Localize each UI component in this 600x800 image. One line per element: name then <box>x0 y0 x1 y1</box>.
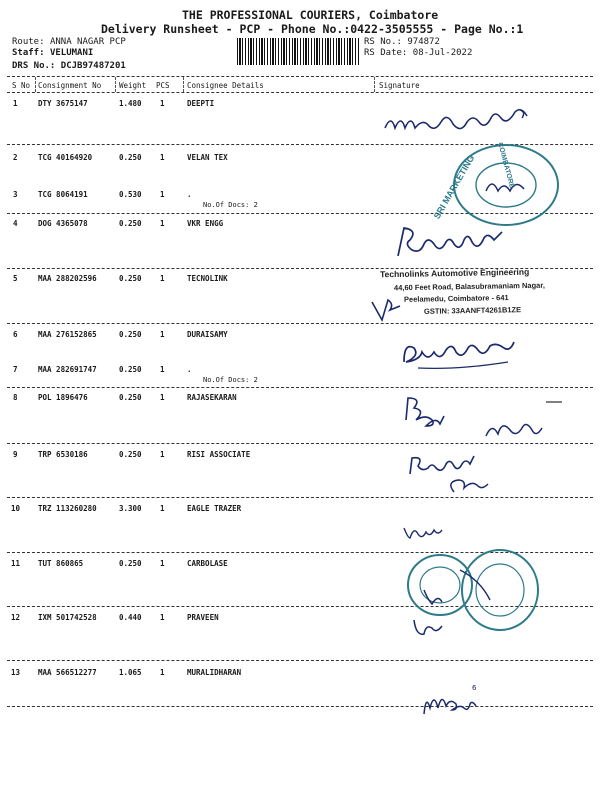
cell-consignment: DOG 4365078 <box>38 219 88 228</box>
cell-pcs: 1 <box>160 219 165 228</box>
cell-sno: 9 <box>13 450 18 459</box>
col-divider-3 <box>183 77 184 92</box>
cell-consignment: TRZ 113260280 <box>38 504 97 513</box>
cell-sno: 7 <box>13 365 18 374</box>
cell-pcs: 1 <box>160 330 165 339</box>
col-header-signature: Signature <box>379 81 420 90</box>
cell-consignee: CARBOLASE <box>187 559 228 568</box>
col-header-sno: S No <box>12 81 31 90</box>
cell-consignee: PRAVEEN <box>187 613 219 622</box>
staff-line <box>12 48 93 58</box>
cell-weight: 0.250 <box>119 559 142 568</box>
cell-sno: 2 <box>13 153 18 162</box>
technolinks-stamp-name: Technolinks Automotive Engineering <box>379 266 530 280</box>
row-separator <box>7 387 593 388</box>
cell-consignee: DURAISAMY <box>187 330 228 339</box>
cell-consignee: DEEPTI <box>187 99 215 108</box>
cell-weight: 1.065 <box>119 668 142 677</box>
signature-row-4 <box>392 222 532 262</box>
sri-marketing-stamp-city: COIMBATORE <box>496 141 516 190</box>
route-line <box>12 37 126 47</box>
cell-consignment: MAA 276152865 <box>38 330 97 339</box>
cell-consignment: TUT 860865 <box>38 559 84 568</box>
cell-consignee: . <box>187 190 192 199</box>
rs-no-label: RS No.: <box>364 37 402 47</box>
cell-consignment: TCG 40164920 <box>38 153 93 162</box>
cell-consignment: MAA 566512277 <box>38 668 97 677</box>
cell-sno: 11 <box>11 559 21 568</box>
cell-pcs: 1 <box>160 190 165 199</box>
rs-no-line <box>364 37 440 47</box>
col-header-pcs: PCS <box>156 81 170 90</box>
cell-weight: 0.250 <box>119 153 142 162</box>
col-header-consignee: Consignee Details <box>187 81 264 90</box>
cell-docs: No.Of Docs: 2 <box>203 376 258 384</box>
signature-row-8 <box>396 392 566 444</box>
cell-consignee: VELAN TEX <box>187 153 228 162</box>
cell-weight: 0.250 <box>119 274 142 283</box>
cell-consignment: DTY 3675147 <box>38 99 88 108</box>
row-separator <box>7 706 593 707</box>
cell-weight: 0.250 <box>119 330 142 339</box>
staff-label: Staff: <box>12 48 45 58</box>
cell-consignee: RAJASEKARAN <box>187 393 237 402</box>
technolinks-stamp-address1: 44,60 Feet Road, Balasubramaniam Nagar, <box>393 280 545 293</box>
cell-weight: 0.250 <box>119 365 142 374</box>
cell-sno: 12 <box>11 613 21 622</box>
drs-label: DRS No.: <box>12 61 56 71</box>
cell-consignment: TCG 8064191 <box>38 190 88 199</box>
staff-value: VELUMANI <box>49 48 94 58</box>
col-header-consignment: Consignment No <box>38 81 102 90</box>
col-divider-2 <box>115 77 116 92</box>
cell-consignment: MAA 288202596 <box>38 274 97 283</box>
cell-consignee: MURALIDHARAN <box>187 668 242 677</box>
cell-pcs: 1 <box>160 393 165 402</box>
header-bottom-rule <box>7 92 593 93</box>
cell-weight: 1.480 <box>119 99 142 108</box>
cell-weight: 0.530 <box>119 190 142 199</box>
col-divider-4 <box>374 77 375 92</box>
cell-weight: 0.250 <box>119 219 142 228</box>
cell-sno: 6 <box>13 330 18 339</box>
cell-consignee: RISI ASSOCIATE <box>187 450 251 459</box>
cell-consignee: VKR ENGG <box>187 219 224 228</box>
row-separator <box>7 660 593 661</box>
cell-weight: 0.250 <box>119 393 142 402</box>
col-header-weight: Weight <box>119 81 147 90</box>
cell-pcs: 1 <box>160 613 165 622</box>
cell-docs: No.Of Docs: 2 <box>203 201 258 209</box>
cell-pcs: 1 <box>160 559 165 568</box>
cell-weight: 0.250 <box>119 450 142 459</box>
cell-sno: 1 <box>13 99 18 108</box>
rs-no-value: 974872 <box>407 37 440 47</box>
route-label: Route: <box>12 37 45 47</box>
cell-sno: 4 <box>13 219 18 228</box>
drs-value: DCJB97487201 <box>60 61 126 71</box>
rs-date-line <box>364 48 472 58</box>
cell-sno: 13 <box>11 668 21 677</box>
cell-sno: 8 <box>13 393 18 402</box>
cell-sno: 5 <box>13 274 18 283</box>
cell-weight: 0.440 <box>119 613 142 622</box>
cell-pcs: 1 <box>160 450 165 459</box>
sri-marketing-stamp-text: SRI MARKETING <box>431 153 477 221</box>
cell-consignment: POL 1896476 <box>38 393 88 402</box>
cell-pcs: 1 <box>160 504 165 513</box>
cell-pcs: 1 <box>160 274 165 283</box>
cell-pcs: 1 <box>160 668 165 677</box>
cell-consignment: TRP 6530186 <box>38 450 88 459</box>
cell-consignee: TECNOLINK <box>187 274 228 283</box>
technolinks-stamp-gstin: GSTIN: 33AANFT4261B1ZE <box>423 305 522 316</box>
document-subtitle: Delivery Runsheet - PCP - Phone No.:0422-3505555 - Page No.:1 <box>101 22 524 36</box>
signature-row-13 <box>420 682 490 722</box>
signature-row-6 <box>398 334 538 374</box>
cell-pcs: 1 <box>160 153 165 162</box>
cell-sno: 3 <box>13 190 18 199</box>
cell-consignee: EAGLE TRAZER <box>187 504 242 513</box>
barcode <box>237 38 359 65</box>
southern-stamp <box>400 530 550 660</box>
rs-date-label: RS Date: <box>364 48 408 58</box>
cell-pcs: 1 <box>160 365 165 374</box>
signature-row-9 <box>404 448 524 498</box>
signature-row-5 <box>368 296 408 326</box>
route-value: ANNA NAGAR PCP <box>49 37 126 47</box>
cell-consignment: IXM 501742528 <box>38 613 97 622</box>
rs-date-value: 08-Jul-2022 <box>412 48 473 58</box>
svg-text:6: 6 <box>472 684 477 692</box>
drs-line <box>12 61 126 71</box>
document-title: THE PROFESSIONAL COURIERS, Coimbatore <box>182 8 439 22</box>
col-divider-1 <box>35 77 36 92</box>
technolinks-stamp-address2: Peelamedu, Coimbatore - 641 <box>403 293 509 304</box>
cell-consignee: . <box>187 365 192 374</box>
cell-consignment: MAA 282691747 <box>38 365 97 374</box>
cell-sno: 10 <box>11 504 21 513</box>
cell-weight: 3.300 <box>119 504 142 513</box>
row-separator <box>7 323 593 324</box>
header-top-rule <box>7 76 593 77</box>
cell-pcs: 1 <box>160 99 165 108</box>
